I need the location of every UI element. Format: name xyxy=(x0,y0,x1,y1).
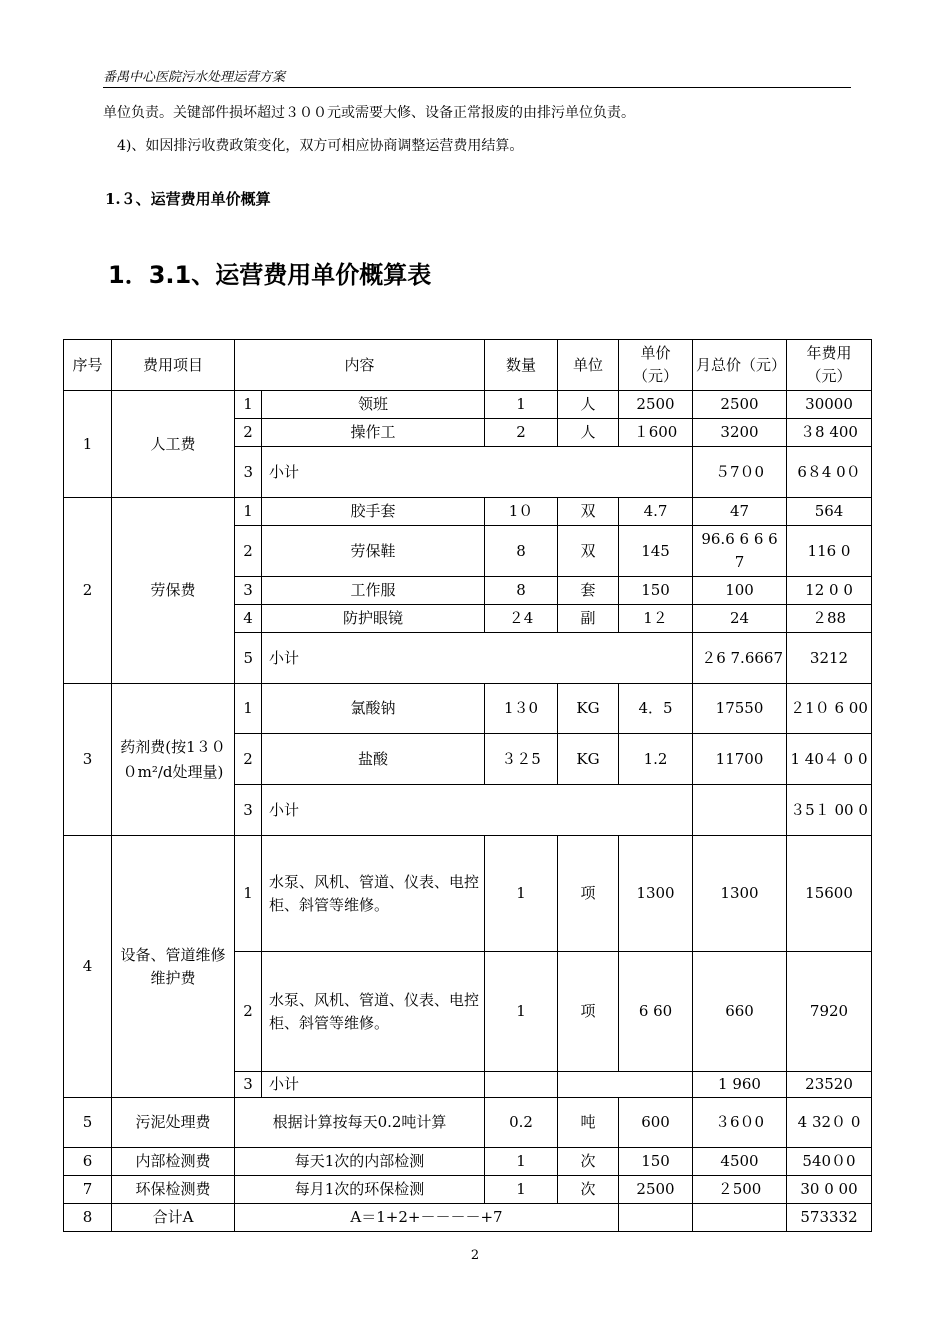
row-annual: ２88 xyxy=(787,605,872,633)
subtotal-monthly: 1 960 xyxy=(693,1072,787,1098)
row-index: 2 xyxy=(235,734,262,785)
row-unit: KG xyxy=(558,734,619,785)
section-heading: 1.３、运营费用单价概算 xyxy=(105,190,271,208)
total-no: 8 xyxy=(64,1204,112,1232)
subtotal-annual: 6８4 0０ xyxy=(787,447,872,498)
row-monthly: 100 xyxy=(693,577,787,605)
row-monthly: 17550 xyxy=(693,684,787,734)
row-content: 根据计算按每天0.2吨计算 xyxy=(235,1098,485,1148)
group-item: 劳保费 xyxy=(112,498,235,684)
subtotal-label: 小计 xyxy=(262,447,693,498)
row-unit: 人 xyxy=(558,391,619,419)
row-price: 2500 xyxy=(619,1176,693,1204)
row-price: 6 60 xyxy=(619,952,693,1072)
row-content: 盐酸 xyxy=(262,734,485,785)
row-qty: 1 xyxy=(485,1148,558,1176)
row-qty: 1 xyxy=(485,391,558,419)
paragraph-1: 单位负责。关键部件损坏超过３００元或需要大修、设备正常报废的由排污单位负责。 xyxy=(103,105,635,121)
row-qty: 0.2 xyxy=(485,1098,558,1148)
subtotal-annual: ３5１ 00 0 xyxy=(787,785,872,836)
row-price: 1２ xyxy=(619,605,693,633)
page-header: 番禺中心医院污水处理运营方案 xyxy=(103,66,851,88)
row-monthly: 96.6 6 6 6 7 xyxy=(693,526,787,577)
row-no: 6 xyxy=(64,1148,112,1176)
row-qty: ３２5 xyxy=(485,734,558,785)
row-price: 600 xyxy=(619,1098,693,1148)
row-qty: ２4 xyxy=(485,605,558,633)
subtotal-monthly xyxy=(693,785,787,836)
group-item: 药剂费(按1３００m²/d处理量) xyxy=(112,684,235,836)
table-row xyxy=(64,1098,872,1148)
total-item: 合计A xyxy=(112,1204,235,1232)
subtotal-monthly: ５7０0 xyxy=(693,447,787,498)
row-annual: 4 32０ 0 xyxy=(787,1098,872,1148)
row-index: 3 xyxy=(235,785,262,836)
row-item: 环保检测费 xyxy=(112,1176,235,1204)
subtotal-annual: 3212 xyxy=(787,633,872,684)
row-content: 劳保鞋 xyxy=(262,526,485,577)
header-content: 内容 xyxy=(235,340,485,391)
group-no: 2 xyxy=(64,498,112,684)
table-title: 1．3.1、运营费用单价概算表 xyxy=(108,261,432,289)
row-qty: 1 xyxy=(485,952,558,1072)
table-row xyxy=(64,498,872,526)
total-annual: 573332 xyxy=(787,1204,872,1232)
row-index: 2 xyxy=(235,952,262,1072)
row-index: 5 xyxy=(235,633,262,684)
row-unit: 副 xyxy=(558,605,619,633)
row-content: 领班 xyxy=(262,391,485,419)
row-annual: 30 0 00 xyxy=(787,1176,872,1204)
row-annual: 30000 xyxy=(787,391,872,419)
row-price: １600 xyxy=(619,419,693,447)
row-price: 2500 xyxy=(619,391,693,419)
row-annual: 564 xyxy=(787,498,872,526)
row-item: 内部检测费 xyxy=(112,1148,235,1176)
row-item: 污泥处理费 xyxy=(112,1098,235,1148)
row-qty: 8 xyxy=(485,526,558,577)
page-number: 2 xyxy=(470,1248,480,1263)
row-no: 5 xyxy=(64,1098,112,1148)
row-qty: 8 xyxy=(485,577,558,605)
row-unit: 套 xyxy=(558,577,619,605)
group-no: 1 xyxy=(64,391,112,498)
row-annual: 15600 xyxy=(787,836,872,952)
row-annual: ２1０ 6 00 xyxy=(787,684,872,734)
row-monthly: 2500 xyxy=(693,391,787,419)
empty-cell xyxy=(558,1072,693,1098)
row-unit: 双 xyxy=(558,498,619,526)
row-price: 1300 xyxy=(619,836,693,952)
row-price: 1.2 xyxy=(619,734,693,785)
subtotal-label: 小计 xyxy=(262,785,693,836)
cost-table xyxy=(63,339,872,1232)
subtotal-label: 小计 xyxy=(262,633,693,684)
row-monthly: 3200 xyxy=(693,419,787,447)
row-content: 水泵、风机、管道、仪表、电控柜、斜管等维修。 xyxy=(262,952,485,1072)
group-no: 4 xyxy=(64,836,112,1098)
row-annual: 12 0 0 xyxy=(787,577,872,605)
row-unit: 吨 xyxy=(558,1098,619,1148)
row-annual: ３8 400 xyxy=(787,419,872,447)
empty-cell xyxy=(485,1072,558,1098)
row-index: 1 xyxy=(235,684,262,734)
header-unit: 单位 xyxy=(558,340,619,391)
empty-cell xyxy=(619,1204,693,1232)
row-monthly: ３6０0 xyxy=(693,1098,787,1148)
subtotal-monthly: ２6 7.6667 xyxy=(693,633,787,684)
header-price: 单价（元） xyxy=(619,340,693,391)
row-unit: 次 xyxy=(558,1176,619,1204)
row-unit: 双 xyxy=(558,526,619,577)
row-monthly: 47 xyxy=(693,498,787,526)
row-monthly: 24 xyxy=(693,605,787,633)
row-index: 2 xyxy=(235,419,262,447)
row-content: 水泵、风机、管道、仪表、电控柜、斜管等维修。 xyxy=(262,836,485,952)
empty-cell xyxy=(693,1204,787,1232)
header-item: 费用项目 xyxy=(112,340,235,391)
row-content: 工作服 xyxy=(262,577,485,605)
table-row xyxy=(64,684,872,734)
row-content: 防护眼镜 xyxy=(262,605,485,633)
row-qty: 1 xyxy=(485,836,558,952)
row-unit: 项 xyxy=(558,952,619,1072)
row-monthly: 4500 xyxy=(693,1148,787,1176)
row-price: 150 xyxy=(619,577,693,605)
row-content: 胶手套 xyxy=(262,498,485,526)
total-row xyxy=(64,1204,872,1232)
header-no: 序号 xyxy=(64,340,112,391)
header-monthly: 月总价（元） xyxy=(693,340,787,391)
row-index: 3 xyxy=(235,447,262,498)
row-price: 4.7 xyxy=(619,498,693,526)
group-item: 设备、管道维修维护费 xyxy=(112,836,235,1098)
row-content: 每天1次的内部检测 xyxy=(235,1148,485,1176)
row-unit: 项 xyxy=(558,836,619,952)
row-monthly: 1300 xyxy=(693,836,787,952)
row-qty: 2 xyxy=(485,419,558,447)
row-no: 7 xyxy=(64,1176,112,1204)
row-qty: 1３0 xyxy=(485,684,558,734)
group-no: 3 xyxy=(64,684,112,836)
row-unit: 人 xyxy=(558,419,619,447)
table-row xyxy=(64,1176,872,1204)
row-index: 1 xyxy=(235,391,262,419)
row-index: 1 xyxy=(235,836,262,952)
table-row xyxy=(64,836,872,952)
row-price: 145 xyxy=(619,526,693,577)
row-unit: KG xyxy=(558,684,619,734)
header-annual: 年费用（元） xyxy=(787,340,872,391)
group-item: 人工费 xyxy=(112,391,235,498)
row-qty: 1 xyxy=(485,1176,558,1204)
row-index: 3 xyxy=(235,577,262,605)
row-monthly: 660 xyxy=(693,952,787,1072)
table-header-row xyxy=(64,340,872,391)
row-price: 4．5 xyxy=(619,684,693,734)
row-content: 操作工 xyxy=(262,419,485,447)
subtotal-annual: 23520 xyxy=(787,1072,872,1098)
header-qty: 数量 xyxy=(485,340,558,391)
row-index: 4 xyxy=(235,605,262,633)
row-annual: 540０0 xyxy=(787,1148,872,1176)
table-row xyxy=(64,391,872,419)
row-unit: 次 xyxy=(558,1148,619,1176)
row-price: 150 xyxy=(619,1148,693,1176)
row-monthly: 11700 xyxy=(693,734,787,785)
subtotal-label: 小计 xyxy=(262,1072,485,1098)
row-qty: 1０ xyxy=(485,498,558,526)
row-annual: 116 0 xyxy=(787,526,872,577)
row-index: 2 xyxy=(235,526,262,577)
row-annual: 7920 xyxy=(787,952,872,1072)
table-row xyxy=(64,1148,872,1176)
total-formula: A＝1+2+－－－－+7 xyxy=(235,1204,619,1232)
row-content: 每月1次的环保检测 xyxy=(235,1176,485,1204)
row-annual: 1 40４ 0 0 xyxy=(787,734,872,785)
row-content: 氯酸钠 xyxy=(262,684,485,734)
row-monthly: ２500 xyxy=(693,1176,787,1204)
paragraph-2: 4)、如因排污收费政策变化，双方可相应协商调整运营费用结算。 xyxy=(117,138,524,154)
row-index: 1 xyxy=(235,498,262,526)
row-index: 3 xyxy=(235,1072,262,1098)
